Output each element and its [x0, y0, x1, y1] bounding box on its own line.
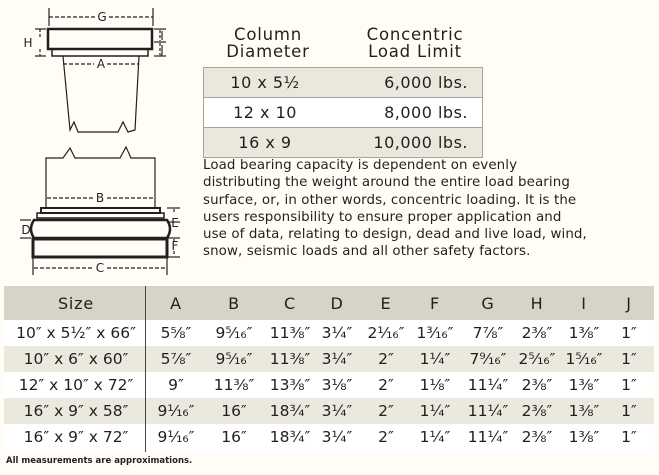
dimension-cell: 9″: [168, 376, 184, 394]
header-d: D: [330, 293, 344, 313]
dimension-cell: 5⅞″: [160, 350, 192, 368]
dimension-cell: 1⅜″: [568, 324, 600, 342]
row-load: 6,000 lbs.: [384, 73, 468, 92]
dimension-cell: 11⅜″: [269, 324, 311, 342]
header-g: G: [481, 293, 495, 313]
dimension-cell: 11⅜″: [213, 376, 255, 394]
label-h: H: [23, 36, 33, 50]
dimension-cell: 11⅜″: [269, 350, 311, 368]
header-size: Size: [57, 293, 95, 313]
label-c: C: [95, 261, 105, 275]
dimension-cell: 2″: [378, 402, 394, 420]
load-bearing-note: Load bearing capacity is dependent on evenly distributing the weight around the entire load bearing surface, or, in other words, concentric loading. It is the users responsibility to ensure proper application and use of data, relating to design, dead and live load, wind, snow, seismic loads and all other safety factors.: [203, 158, 587, 260]
dimension-cell: 9¹⁄₁₆″: [157, 428, 195, 446]
dimension-cell: 2⅜″: [521, 428, 553, 446]
dimension-cell: 1⅜″: [568, 376, 600, 394]
table-row: [4, 346, 654, 372]
column-diagram: [0, 0, 200, 285]
dimension-cell: 18¾″: [269, 402, 311, 420]
footnote: All measurements are approximations.: [6, 456, 193, 466]
size-cell: 12″ x 10″ x 72″: [18, 376, 134, 394]
dimension-cell: 1⅜″: [568, 402, 600, 420]
dimension-cell: 5⅝″: [160, 324, 192, 342]
dimension-cell: 3⅛″: [321, 376, 353, 394]
label-a: A: [96, 57, 106, 71]
table-row: [4, 372, 654, 398]
dimension-cell: 1″: [621, 402, 637, 420]
size-cell: 10″ x 5½″ x 66″: [16, 324, 136, 342]
dimension-cell: 1″: [621, 428, 637, 446]
table-divider: [145, 286, 146, 452]
dimension-cell: 1¼″: [419, 350, 451, 368]
dimension-cell: 3¼″: [321, 350, 353, 368]
dimension-cell: 7⅞″: [472, 324, 504, 342]
dimensions-table: [4, 286, 654, 452]
dimension-cell: 16″: [221, 402, 247, 420]
dimension-cell: 1″: [621, 324, 637, 342]
size-cell: 10″ x 6″ x 60″: [23, 350, 129, 368]
dimension-cell: 1″: [621, 376, 637, 394]
header-c: C: [284, 293, 296, 313]
dimensions-header-row: [4, 286, 654, 320]
label-b: B: [95, 191, 105, 205]
load-row: [204, 128, 482, 157]
dimension-cell: 9⁵⁄₁₆″: [215, 350, 253, 368]
dimension-cell: 1⅜″: [568, 428, 600, 446]
label-e: E: [171, 216, 179, 230]
dimension-cell: 2⅜″: [521, 376, 553, 394]
dimension-cell: 2⁵⁄₁₆″: [518, 350, 556, 368]
dimension-cell: 1⁵⁄₁₆″: [565, 350, 603, 368]
header-b: B: [228, 293, 240, 313]
size-cell: 16″ x 9″ x 72″: [23, 428, 129, 446]
dimension-cell: 7⁹⁄₁₆″: [469, 350, 507, 368]
dimension-cell: 3¼″: [321, 428, 353, 446]
header-f: F: [429, 293, 440, 313]
label-i: I: [160, 29, 164, 43]
table-row: [4, 424, 654, 450]
header-a: A: [170, 293, 182, 313]
table-row: [4, 320, 654, 346]
row-diameter: 10 x 5½: [230, 73, 300, 92]
label-d: D: [21, 223, 31, 237]
dimension-cell: 18¾″: [269, 428, 311, 446]
dimension-cell: 1³⁄₁₆″: [416, 324, 454, 342]
header-h: H: [530, 293, 544, 313]
label-j: J: [160, 43, 164, 57]
dimension-cell: 11¼″: [467, 402, 509, 420]
dimension-cell: 2⅜″: [521, 402, 553, 420]
dimension-cell: 11¼″: [467, 376, 509, 394]
dimension-cell: 2¹⁄₁₆″: [367, 324, 405, 342]
dimension-cell: 2″: [378, 376, 394, 394]
header-e: E: [380, 293, 392, 313]
dimension-cell: 1¼″: [419, 402, 451, 420]
dimension-cell: 13⅜″: [269, 376, 311, 394]
dimension-cell: 9⁵⁄₁₆″: [215, 324, 253, 342]
header-j: J: [626, 293, 632, 313]
dimension-cell: 11¼″: [467, 428, 509, 446]
dimension-cell: 16″: [221, 428, 247, 446]
table-row: [4, 398, 654, 424]
load-limit-heading: Concentric Load Limit: [366, 25, 464, 61]
load-row: [204, 97, 482, 128]
dimension-cell: 2⅜″: [521, 324, 553, 342]
label-f: F: [171, 239, 179, 253]
dimension-cell: 2″: [378, 428, 394, 446]
dimension-cell: 9¹⁄₁₆″: [157, 402, 195, 420]
size-cell: 16″ x 9″ x 58″: [23, 402, 129, 420]
row-load: 8,000 lbs.: [384, 103, 468, 122]
dimension-cell: 3¼″: [321, 324, 353, 342]
dimension-cell: 2″: [378, 350, 394, 368]
header-i: I: [581, 293, 587, 313]
column-diameter-heading: Column Diameter: [226, 25, 310, 61]
row-load: 10,000 lbs.: [373, 133, 468, 152]
dimension-cell: 3¼″: [321, 402, 353, 420]
dimension-cell: 1″: [621, 350, 637, 368]
dimension-cell: 1¼″: [419, 428, 451, 446]
label-g: G: [97, 10, 107, 24]
load-row: [204, 68, 482, 97]
load-table-rows: [203, 67, 483, 158]
dimension-cell: 1⅛″: [419, 376, 451, 394]
row-diameter: 16 x 9: [238, 133, 292, 152]
row-diameter: 12 x 10: [233, 103, 297, 122]
load-limit-table: [203, 26, 483, 158]
load-table-header: [203, 26, 483, 64]
